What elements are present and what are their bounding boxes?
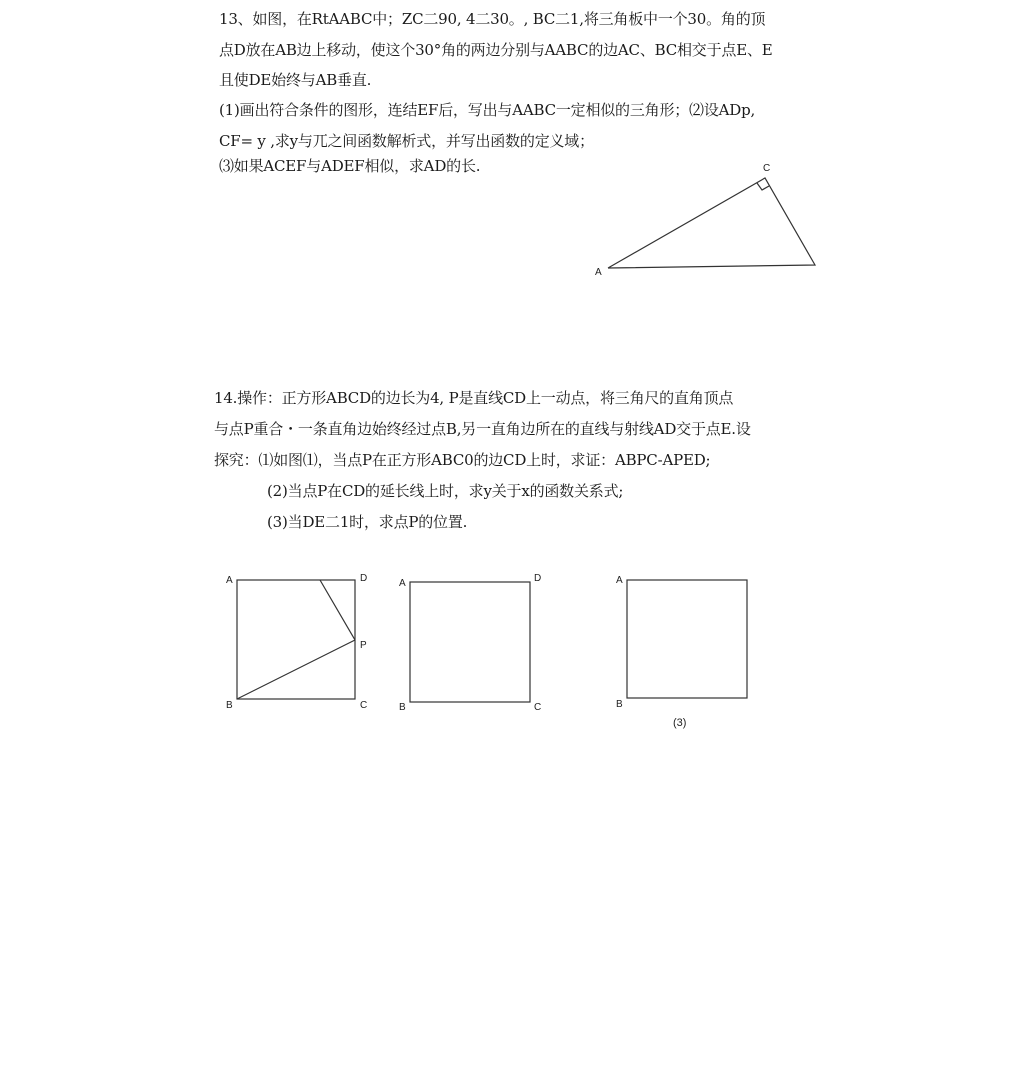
square-2 <box>410 582 530 702</box>
square-3 <box>627 580 747 698</box>
segment-pe <box>320 580 355 640</box>
figure-3 <box>627 580 747 698</box>
fig2-label-b: B <box>399 702 406 713</box>
problem-13-line-3: 且使DE始终与AB垂直. <box>219 71 372 89</box>
fig3-caption: (3) <box>673 717 687 729</box>
fig3-label-a: A <box>616 575 623 586</box>
problem-13-line-4: (1)画出符合条件的图形，连结EF后，写出与AABC一定相似的三角形；⑵设ADp, <box>219 101 756 119</box>
triangle-abc <box>608 178 815 268</box>
square-1 <box>237 580 355 699</box>
fig2-label-a: A <box>399 578 406 589</box>
problem-14-line-4: (2)当点P在CD的延长线上时，求y关于x的函数关系式; <box>267 482 624 500</box>
fig1-label-c: C <box>360 700 368 711</box>
fig1-label-b: B <box>226 700 233 711</box>
problem-13-line-6: ⑶如果ACEF与ADEF相似，求AD的长. <box>219 157 481 175</box>
problem-14-line-2: 与点P重合・一条直角边始终经过点B,另一直角边所在的直线与射线AD交于点E.设 <box>214 420 751 438</box>
label-a: A <box>595 267 602 278</box>
problem-14-line-3: 探究：⑴如图⑴，当点P在正方形ABC0的边CD上时，求证：ABPC-APED; <box>214 451 711 469</box>
label-c: C <box>763 163 771 174</box>
right-angle-mark <box>757 183 769 190</box>
fig2-label-c: C <box>534 702 542 713</box>
fig1-label-a: A <box>226 575 233 586</box>
figure-1 <box>237 580 355 699</box>
fig1-label-d: D <box>360 573 368 584</box>
problem-13-line-5: CF= y ,求y与兀之间函数解析式，并写出函数的定义域； <box>219 132 594 150</box>
problem-13-line-2: 点D放在AB边上移动，使这个30°角的两边分别与AABC的边AC、BC相交于点E、E <box>219 41 773 59</box>
figure-2 <box>410 582 530 702</box>
problem-14-line-1: 14.操作：正方形ABCD的边长为4, P是直线CD上一动点，将三角尺的直角顶点 <box>214 389 734 407</box>
fig1-label-p: P <box>360 640 367 651</box>
problem-13-line-1: 13、如图，在RtAABC中；ZC二90, 4二30。, BC二1,将三角板中一个30。角的顶 <box>219 10 766 28</box>
fig2-label-d: D <box>534 573 542 584</box>
segment-bp <box>237 640 355 699</box>
problem-14-line-5: (3)当DE二1时，求点P的位置. <box>267 513 468 531</box>
fig3-label-b: B <box>616 699 623 710</box>
